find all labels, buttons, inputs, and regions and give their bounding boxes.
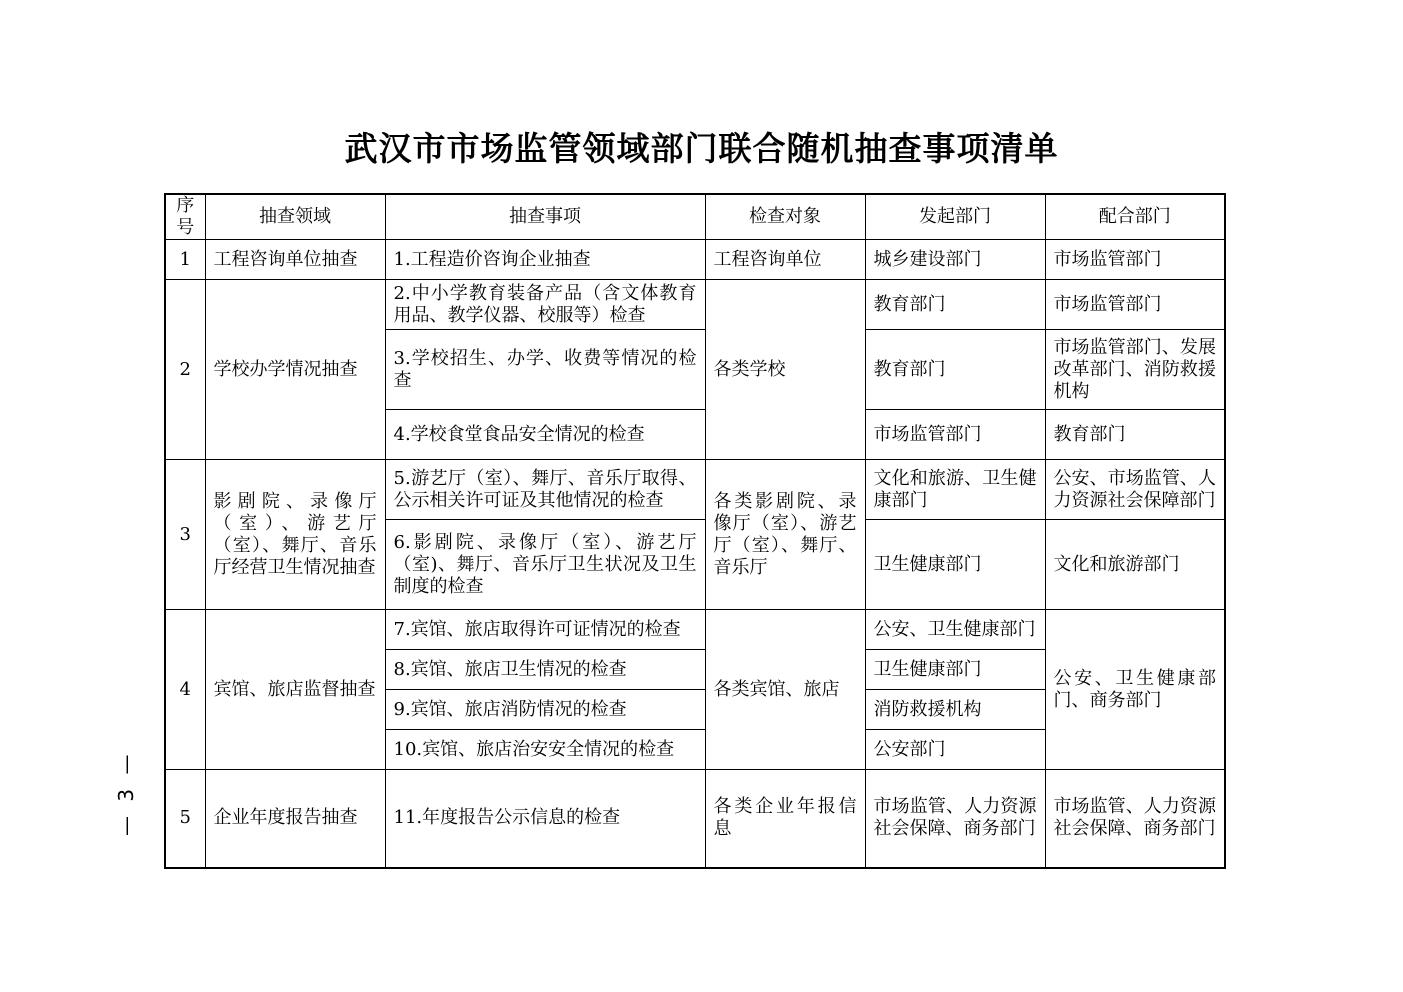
row-item: 9.宾馆、旅店消防情况的检查 [385,690,705,730]
row-target: 各类宾馆、旅店 [705,610,865,770]
row-cooperator: 市场监管部门、发展改革部门、消防救援机构 [1045,330,1225,410]
row-num: 1 [165,240,205,280]
row-item: 1.工程造价咨询企业抽查 [385,240,705,280]
table-row [165,280,1225,330]
row-domain: 工程咨询单位抽查 [205,240,385,280]
header-initiator: 发起部门 [865,194,1045,240]
row-initiator: 公安部门 [865,730,1045,770]
row-initiator: 卫生健康部门 [865,650,1045,690]
row-domain: 学校办学情况抽查 [205,280,385,460]
row-cooperator: 文化和旅游部门 [1045,520,1225,610]
row-item: 7.宾馆、旅店取得许可证情况的检查 [385,610,705,650]
row-target: 各类学校 [705,280,865,460]
row-item: 6.影剧院、录像厅（室）、游艺厅（室)、舞厅、音乐厅卫生状况及卫生制度的检查 [385,520,705,610]
row-cooperator: 市场监管部门 [1045,240,1225,280]
row-domain: 宾馆、旅店监督抽查 [205,610,385,770]
page-title: 武汉市市场监管领域部门联合随机抽查事项清单 [344,129,1059,168]
row-initiator: 消防救援机构 [865,690,1045,730]
table-row [165,240,1225,280]
row-num: 4 [165,610,205,770]
row-initiator: 市场监管、人力资源社会保障、商务部门 [865,770,1045,868]
row-item: 5.游艺厅（室）、舞厅、音乐厅取得、公示相关许可证及其他情况的检查 [385,460,705,520]
header-num: 序号 [165,194,205,240]
header-target: 检查对象 [705,194,865,240]
table-row [165,610,1225,650]
header-domain: 抽查领域 [205,194,385,240]
row-cooperator: 市场监管、人力资源社会保障、商务部门 [1045,770,1225,868]
row-num: 5 [165,770,205,868]
row-domain: 企业年度报告抽查 [205,770,385,868]
page-number: — 3 — [114,750,138,836]
row-initiator: 卫生健康部门 [865,520,1045,610]
row-initiator: 文化和旅游、卫生健康部门 [865,460,1045,520]
row-cooperator: 公安、市场监管、人力资源社会保障部门 [1045,460,1225,520]
row-initiator: 市场监管部门 [865,410,1045,460]
header-item: 抽查事项 [385,194,705,240]
row-num: 2 [165,280,205,460]
row-initiator: 教育部门 [865,330,1045,410]
row-initiator: 公安、卫生健康部门 [865,610,1045,650]
row-item: 3.学校招生、办学、收费等情况的检查 [385,330,705,410]
row-target: 各类影剧院、录像厅（室）、游艺厅（室）、舞厅、音乐厅 [705,460,865,610]
row-item: 2.中小学教育装备产品（含文体教育用品、教学仪器、校服等）检查 [385,280,705,330]
row-target: 工程咨询单位 [705,240,865,280]
row-initiator: 城乡建设部门 [865,240,1045,280]
table-header-row [165,194,1225,240]
row-num: 3 [165,460,205,610]
row-domain: 影剧院、录像厅（室）、游艺厅（室）、舞厅、音乐厅经营卫生情况抽查 [205,460,385,610]
table-row [165,770,1225,868]
row-item: 4.学校食堂食品安全情况的检查 [385,410,705,460]
row-cooperator: 市场监管部门 [1045,280,1225,330]
inspection-table [164,193,1226,869]
row-item: 10.宾馆、旅店治安安全情况的检查 [385,730,705,770]
row-initiator: 教育部门 [865,280,1045,330]
table-row [165,460,1225,520]
row-cooperator: 公安、卫生健康部门、商务部门 [1045,610,1225,770]
row-cooperator: 教育部门 [1045,410,1225,460]
header-cooperator: 配合部门 [1045,194,1225,240]
row-item: 11.年度报告公示信息的检查 [385,770,705,868]
row-target: 各类企业年报信息 [705,770,865,868]
row-item: 8.宾馆、旅店卫生情况的检查 [385,650,705,690]
